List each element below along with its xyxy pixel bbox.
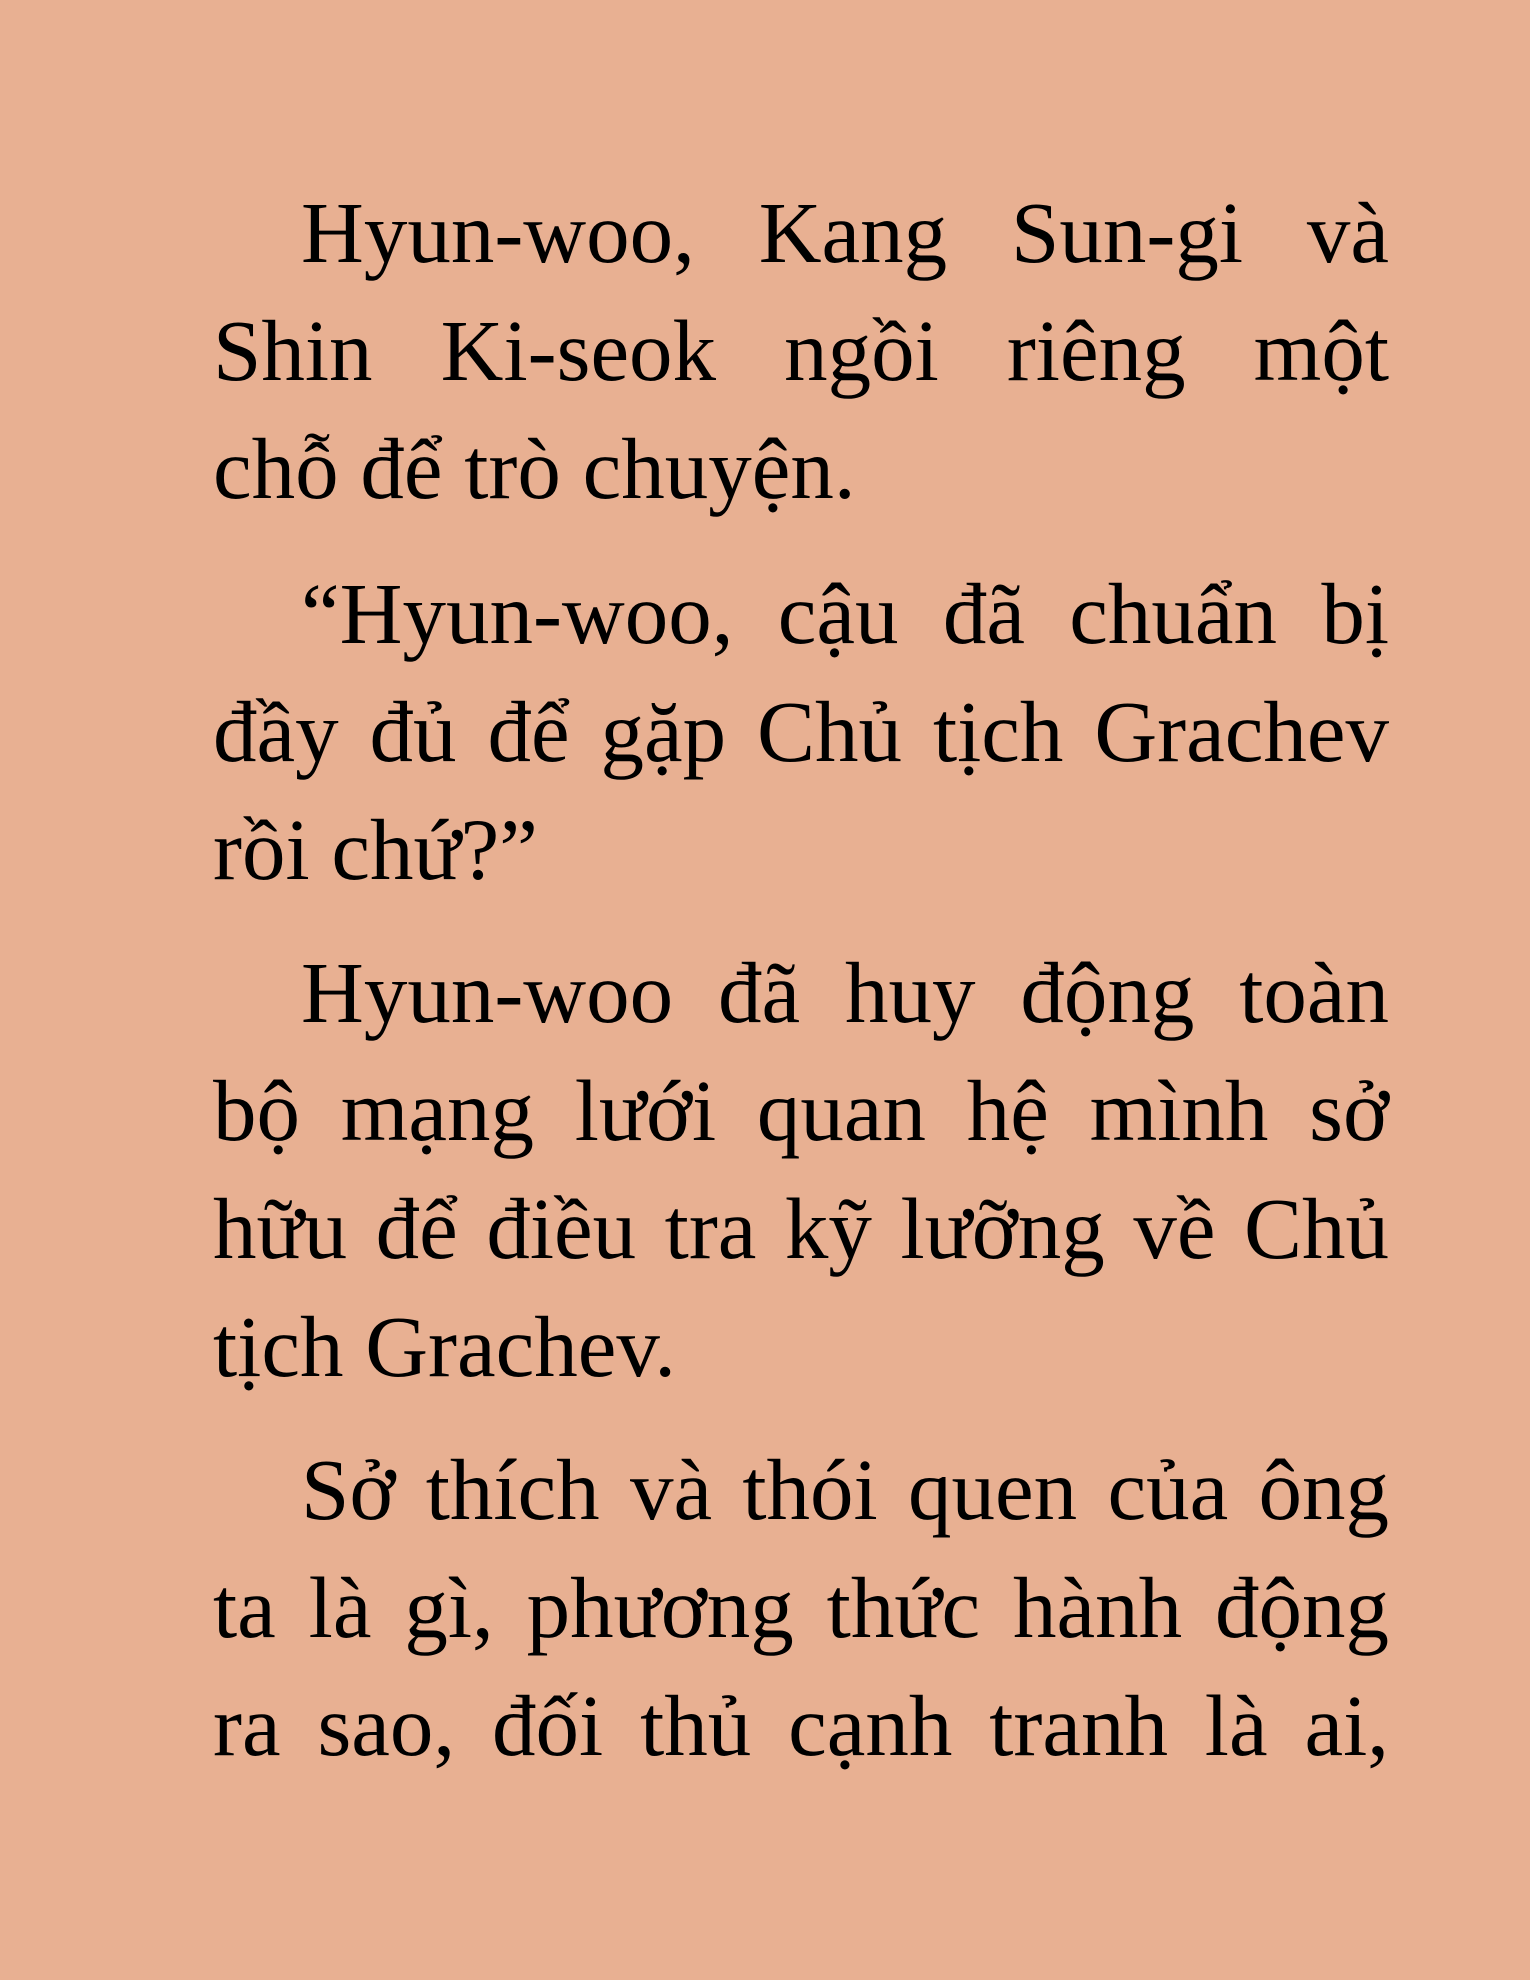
text-line: “Hyun-woo, cậu đã chuẩn bị: [301, 565, 1389, 662]
text-line: hữu để điều tra kỹ lưỡng về Chủ: [213, 1180, 1389, 1277]
text-line: đầy đủ để gặp Chủ tịch Grachev: [213, 683, 1389, 780]
text-line: ta là gì, phương thức hành động: [213, 1559, 1389, 1656]
text-line: tịch Grachev.: [213, 1298, 676, 1395]
text-line: Hyun-woo, Kang Sun-gi và: [301, 184, 1389, 281]
text-line: ra sao, đối thủ cạnh tranh là ai,: [213, 1677, 1389, 1774]
text-line: rồi chứ?”: [213, 801, 538, 898]
text-line: Sở thích và thói quen của ông: [301, 1441, 1389, 1538]
text-line: Hyun-woo đã huy động toàn: [301, 944, 1389, 1041]
text-line: Shin Ki-seok ngồi riêng một: [213, 302, 1389, 399]
text-line: bộ mạng lưới quan hệ mình sở: [213, 1062, 1389, 1159]
text-line: chỗ để trò chuyện.: [213, 420, 856, 517]
